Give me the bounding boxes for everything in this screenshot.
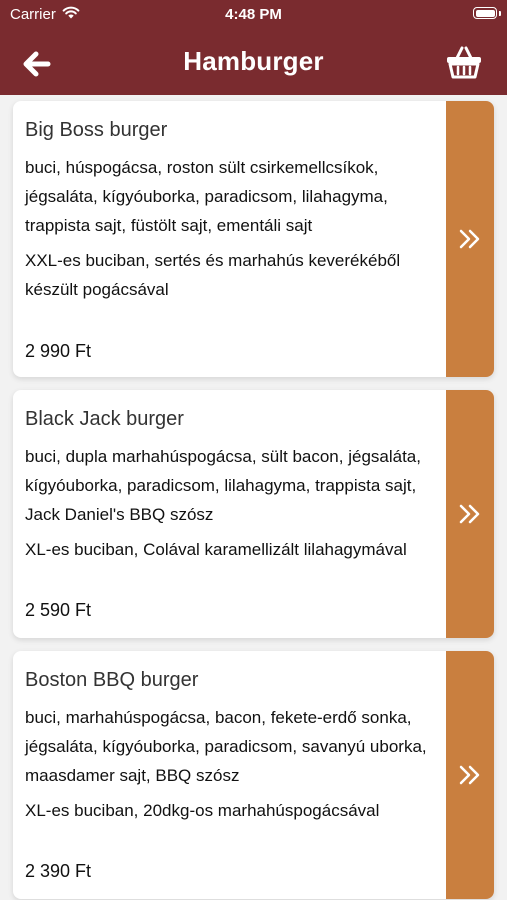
- product-card[interactable]: [13, 390, 494, 638]
- product-extra-info: XL-es buciban, 20dkg-os marhahúspogácsával: [25, 801, 380, 820]
- product-name: Black Jack burger: [25, 408, 184, 430]
- product-details: [13, 390, 445, 564]
- product-extra-info: XL-es buciban, Colával karamellizált lilahagymával: [25, 540, 407, 559]
- product-name: Big Boss burger: [25, 119, 168, 141]
- product-ingredients: buci, marhahúspogácsa, bacon, fekete-erdő sonka, jégsaláta, kígyóuborka, paradicsom, savanyú uborka, maasdamer sajt, BBQ szósz: [25, 708, 427, 785]
- product-card[interactable]: [13, 651, 494, 899]
- status-bar: [0, 0, 507, 28]
- battery-icon: [473, 7, 497, 19]
- product-list: [0, 95, 507, 900]
- double-chevron-right-icon: [459, 765, 481, 785]
- double-chevron-right-icon: [459, 229, 481, 249]
- product-details-button[interactable]: [446, 101, 494, 377]
- app-header: [0, 0, 507, 95]
- product-details-button[interactable]: [446, 651, 494, 899]
- carrier-label: Carrier: [10, 6, 56, 23]
- basket-button[interactable]: [445, 44, 483, 80]
- double-chevron-right-icon: [459, 504, 481, 524]
- product-price: 2 990 Ft: [25, 341, 92, 361]
- product-details: [13, 651, 445, 825]
- clock: 4:48 PM: [225, 6, 282, 23]
- product-card[interactable]: [13, 101, 494, 377]
- product-details: [13, 101, 445, 304]
- product-extra-info: XXL-es buciban, sertés és marhahús keverékéből készült pogácsával: [25, 251, 401, 299]
- battery-tip: [499, 11, 501, 16]
- navigation-bar: [0, 30, 507, 95]
- page-title: Hamburger: [183, 46, 324, 76]
- product-ingredients: buci, húspogácsa, roston sült csirkemellcsíkok, jégsaláta, kígyóuborka, paradicsom, lilahagyma, trappista sajt, füstölt sajt, ementáli sajt: [25, 158, 388, 235]
- product-price: 2 390 Ft: [25, 861, 92, 881]
- product-name: Boston BBQ burger: [25, 669, 199, 691]
- product-price: 2 590 Ft: [25, 600, 92, 620]
- product-ingredients: buci, dupla marhahúspogácsa, sült bacon, jégsaláta, kígyóuborka, paradicsom, lilahagyma, trappista sajt, Jack Daniel's BBQ szósz: [25, 447, 421, 524]
- product-details-button[interactable]: [446, 390, 494, 638]
- basket-icon: [445, 44, 483, 80]
